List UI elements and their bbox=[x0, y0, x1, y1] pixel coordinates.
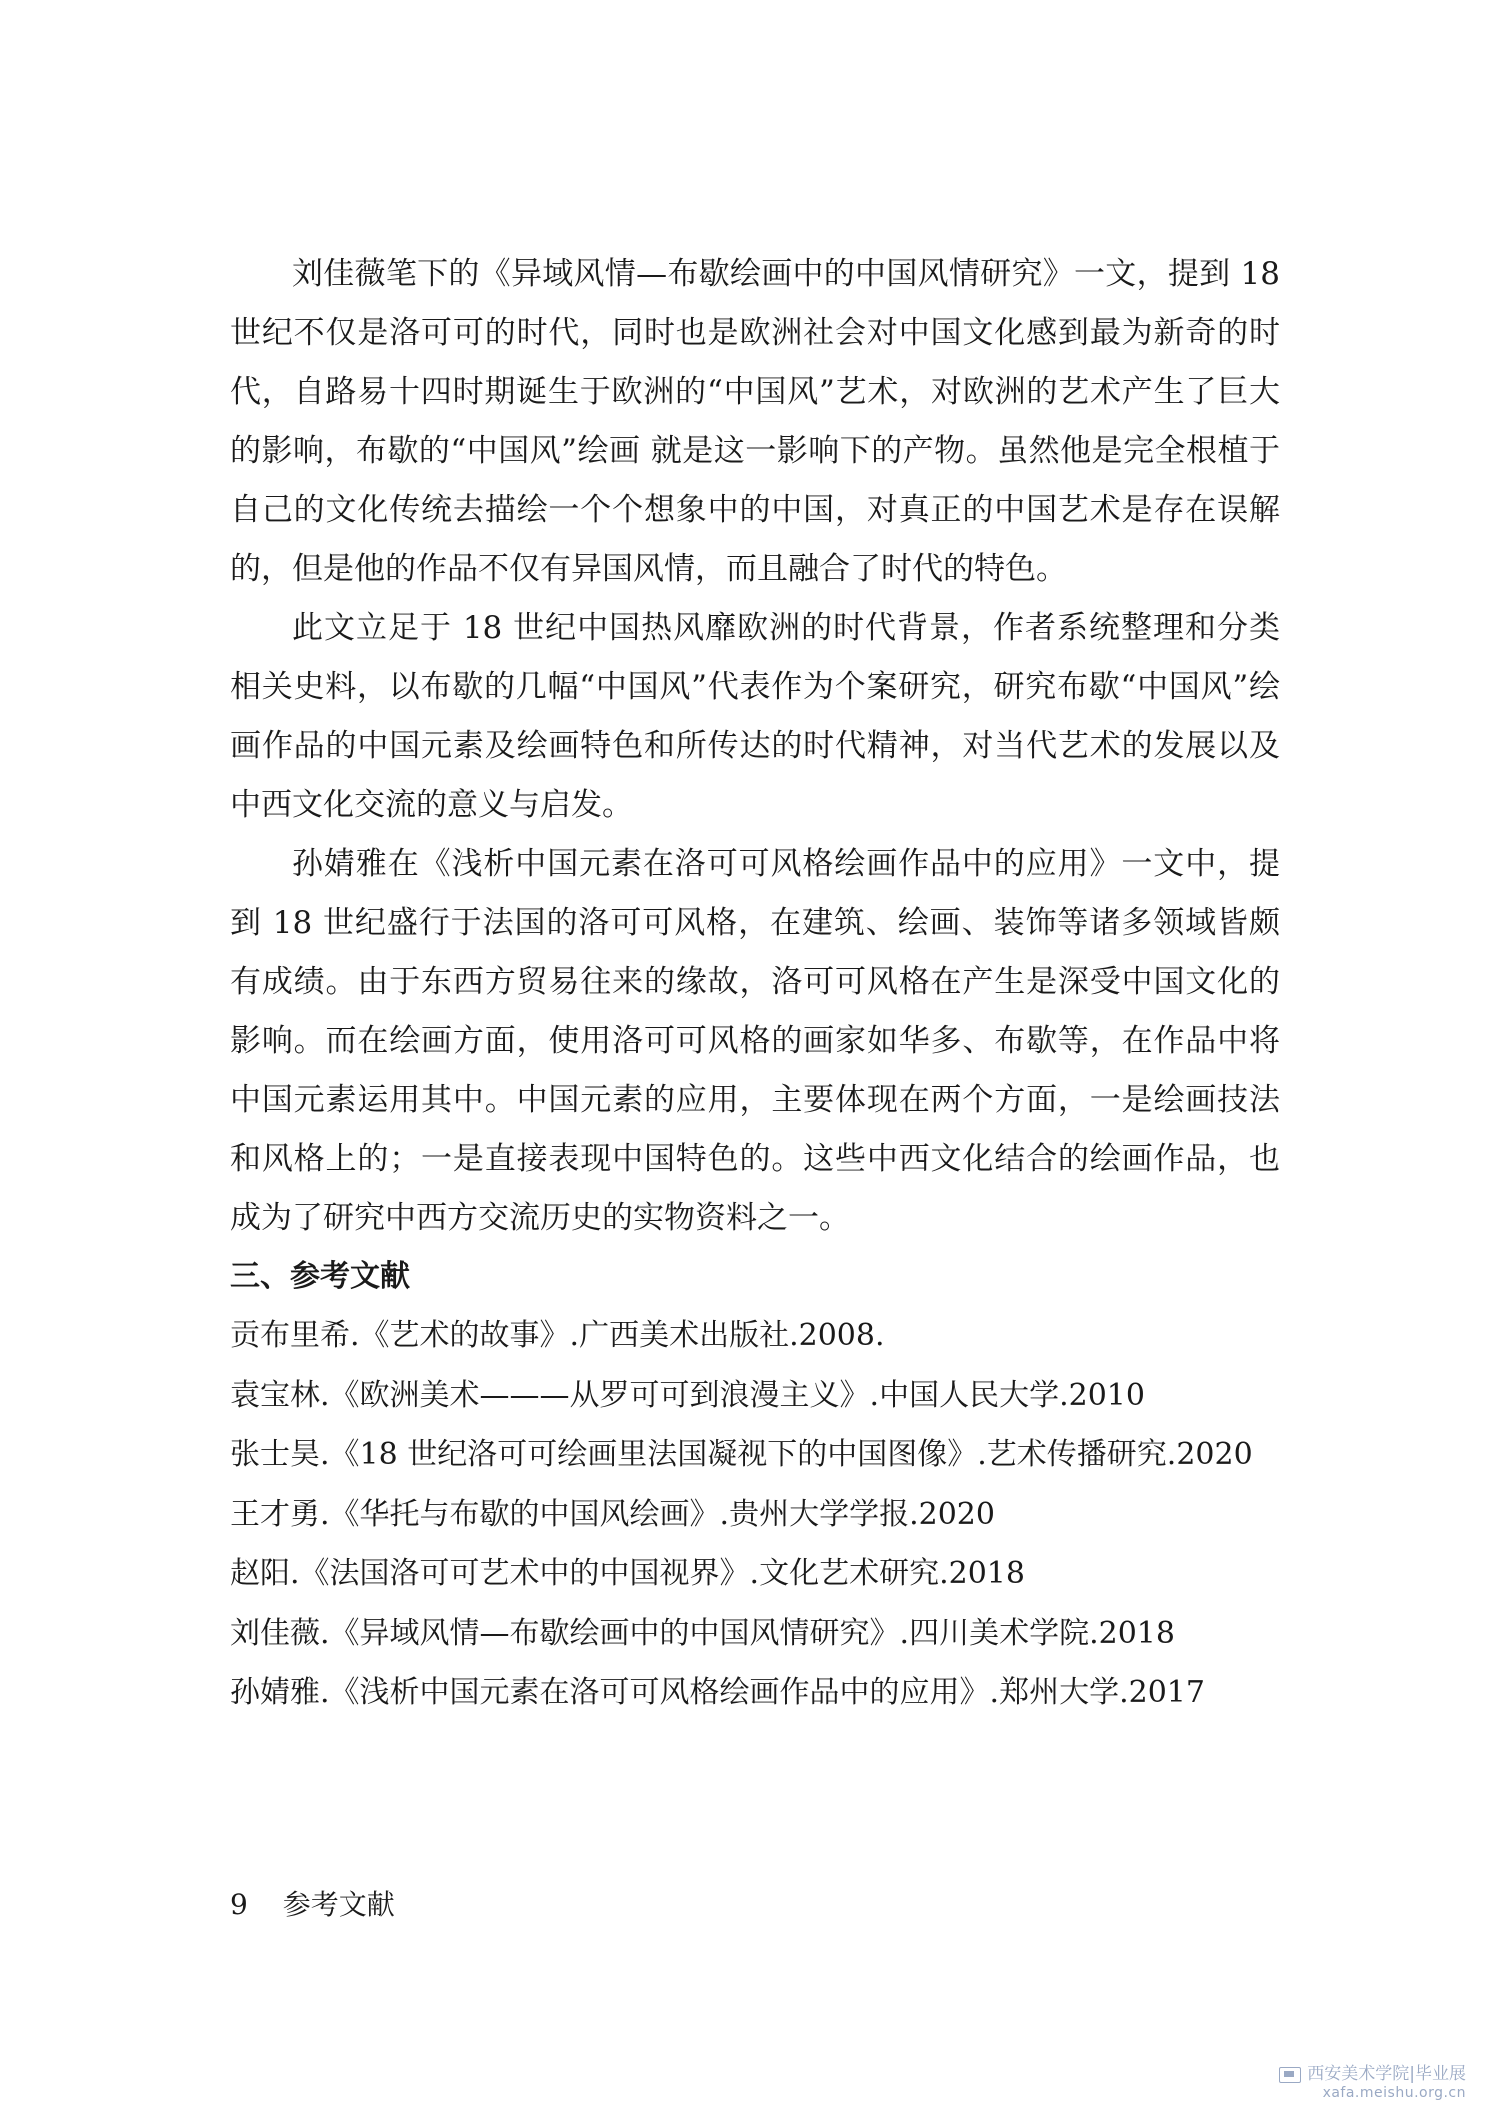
document-page bbox=[230, 245, 1280, 1723]
reference-item: 赵阳.《法国洛可可艺术中的中国视界》.文化艺术研究.2018 bbox=[230, 1556, 1025, 1591]
reference-item: 贡布里希.《艺术的故事》.广西美术出版社.2008. bbox=[230, 1318, 885, 1353]
reference-item: 王才勇.《华托与布歇的中国风绘画》.贵州大学学报.2020 bbox=[230, 1496, 995, 1532]
body-paragraph-3: 孙婧雅在《浅析中国元素在洛可可风格绘画作品中的应用》一文中，提到 18 世纪盛行于法国的洛可可风格，在建筑、绘画、装饰等诸多领域皆颇有成绩。由于东西方贸易往来的缘故，洛可可风格在产生是深受中国文化的影响。而在绘画方面，使用洛可可风格的画家如华多、布歇等，在作品中将中国元素运用其中。中国元素的应用，主要体现在两个方面，一是绘画技法和风格上的；一是直接表现中国特色的。这些中西文化结合的绘画作品，也成为了研究中西方交流历史的实物资料之一。 bbox=[230, 846, 1280, 1236]
watermark-name: 西安美术学院|毕业展 bbox=[1307, 2064, 1466, 2085]
watermark bbox=[1279, 2065, 1466, 2101]
references-heading: 三、参考文献 bbox=[230, 1259, 410, 1294]
body-paragraph-1: 刘佳薇笔下的《异域风情—布歇绘画中的中国风情研究》一文，提到 18 世纪不仅是洛可可的时代，同时也是欧洲社会对中国文化感到最为新奇的时代，自路易十四时期诞生于欧洲的“中国风”艺术，对欧洲的艺术产生了巨大的影响，布歇的“中国风”绘画 就是这一影响下的产物。虽然他是完全根植于自己的文化传统去描绘一个个想象中的中国，对真正的中国艺术是存在误解的，但是他的作品不仅有异国风情，而且融合了时代的特色。 bbox=[230, 256, 1280, 587]
page-footer bbox=[230, 1885, 395, 1925]
footer-section-title: 参考文献 bbox=[282, 1888, 395, 1921]
references-list bbox=[230, 1306, 1280, 1723]
reference-item: 张士昊.《18 世纪洛可可绘画里法国凝视下的中国图像》.艺术传播研究.2020 bbox=[230, 1437, 1253, 1472]
watermark-url: xafa.meishu.org.cn bbox=[1322, 2084, 1466, 2101]
body-paragraph-2: 此文立足于 18 世纪中国热风靡欧洲的时代背景，作者系统整理和分类相关史料，以布歇的几幅“中国风”代表作为个案研究，研究布歇“中国风”绘画作品的中国元素及绘画特色和所传达的时代精神，对当代艺术的发展以及中西文化交流的意义与启发。 bbox=[230, 610, 1280, 823]
watermark-logo-icon bbox=[1279, 2067, 1301, 2083]
reference-item: 袁宝林.《欧洲美术———从罗可可到浪漫主义》.中国人民大学.2010 bbox=[230, 1377, 1145, 1413]
reference-item: 刘佳薇.《异域风情—布歇绘画中的中国风情研究》.四川美术学院.2018 bbox=[230, 1615, 1175, 1651]
page-number: 9 bbox=[230, 1888, 248, 1921]
reference-item: 孙婧雅.《浅析中国元素在洛可可风格绘画作品中的应用》.郑州大学.2017 bbox=[230, 1675, 1205, 1710]
